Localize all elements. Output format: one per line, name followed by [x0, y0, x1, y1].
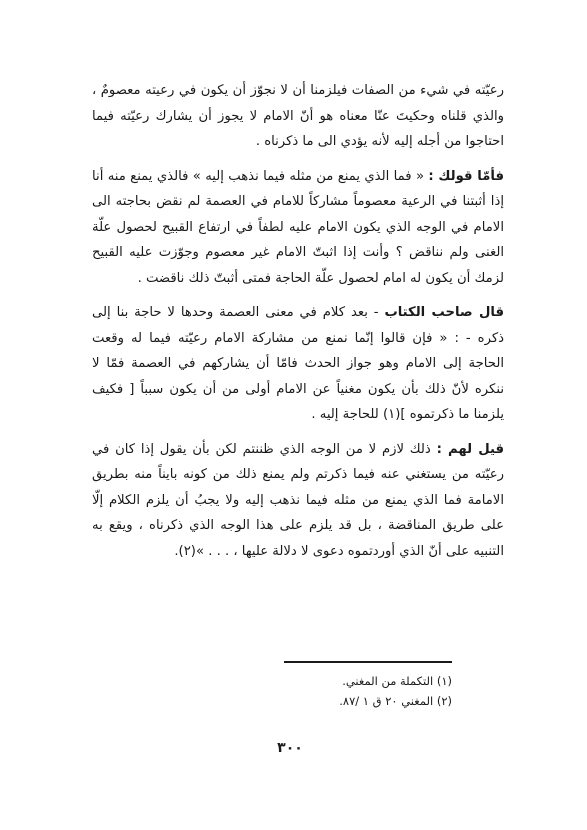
paragraph-1	[92, 78, 504, 155]
footnotes	[200, 671, 452, 711]
footnote-divider	[284, 661, 452, 663]
page-number: ٣٠٠	[277, 740, 303, 756]
paragraph-4-lead: قيل لهم :	[436, 441, 504, 457]
paragraph-2-lead: فأمّا قولك :	[428, 168, 504, 184]
paragraph-2	[92, 164, 504, 292]
paragraph-1-text: رعيّته في شيء من الصفات فيلزمنا أن لا نجوّز أن يكون في رعيته معصومٌ ، والذي قلناه وحكيتَ عنّا معناه هو أنّ الامام لا يجوز أن يشارك رعيّته فيما احتاجوا من أجله إليه لأنه يؤدي الى ما ذكرناه .	[92, 83, 504, 149]
paragraph-3	[92, 300, 504, 428]
paragraph-3-lead: قال صاحب الكتاب	[384, 305, 504, 320]
paragraph-4	[92, 437, 504, 565]
footnote-2: (٢) المغني ٢٠ ق ١ /٨٧.	[339, 694, 452, 708]
paragraph-4-text: ذلك لازم لا من الوجه الذي ظننتم لكن بأن يقول إذا كان في رعيّته من يستغني عنه فيما ذكرتم ولم يمنع ذلك من كونه بايناً منه بطريق الامامة فما الذي يمنع من مثله فيما نذهب إليه ولا يجبُ أن يلزم الكلام إلّا على طريق المناقضة ، بل قد يلزم على هذا الوجه الذي ذكرناه ، ويقع به التنبيه على أنّ الذي أوردتموه دعوى لا دلالة عليها ، . . . »(٢).	[92, 441, 504, 559]
paragraph-2-text: « فما الذي يمنع من مثله فيما نذهب إليه » فالذي يمنع منه أنا إذا أثبتنا في الرعية معصوماً مشاركاً للامام في العصمة لم نقض بحاجته الى الامام في الوجه الذي يكون الامام عليه لطفاً في ارتفاع القبيح لحصول علّة الغنى ولم نناقض ؟ وأنت إذا اثبتّ الامام غير معصوم وجوّزت عليه القبيح لزمك أن يكون له امام لحصول علّة الحاجة فمتى أثبتّ ذلك ناقضت .	[92, 168, 504, 286]
paragraph-3-text: - بعد كلام في معنى العصمة وحدها لا حاجة بنا إلى ذكره - : « فإن قالوا إنّما نمنع من مشاركة الامام رعيّته فيما له وقعت الحاجة إلى الامام وهو جواز الحدث فامّا أن يشاركهم في العصمة فمّا لا ننكره لأنّ ذلك بأن يكون مغنياً عن الامام أولى من أن يكون سبباً [ فكيف يلزمنا ما ذكرتموه ](١) للحاجة إليه .	[92, 305, 504, 422]
main-text	[92, 78, 504, 564]
footnote-1: (١) التكملة من المغني.	[342, 674, 452, 688]
